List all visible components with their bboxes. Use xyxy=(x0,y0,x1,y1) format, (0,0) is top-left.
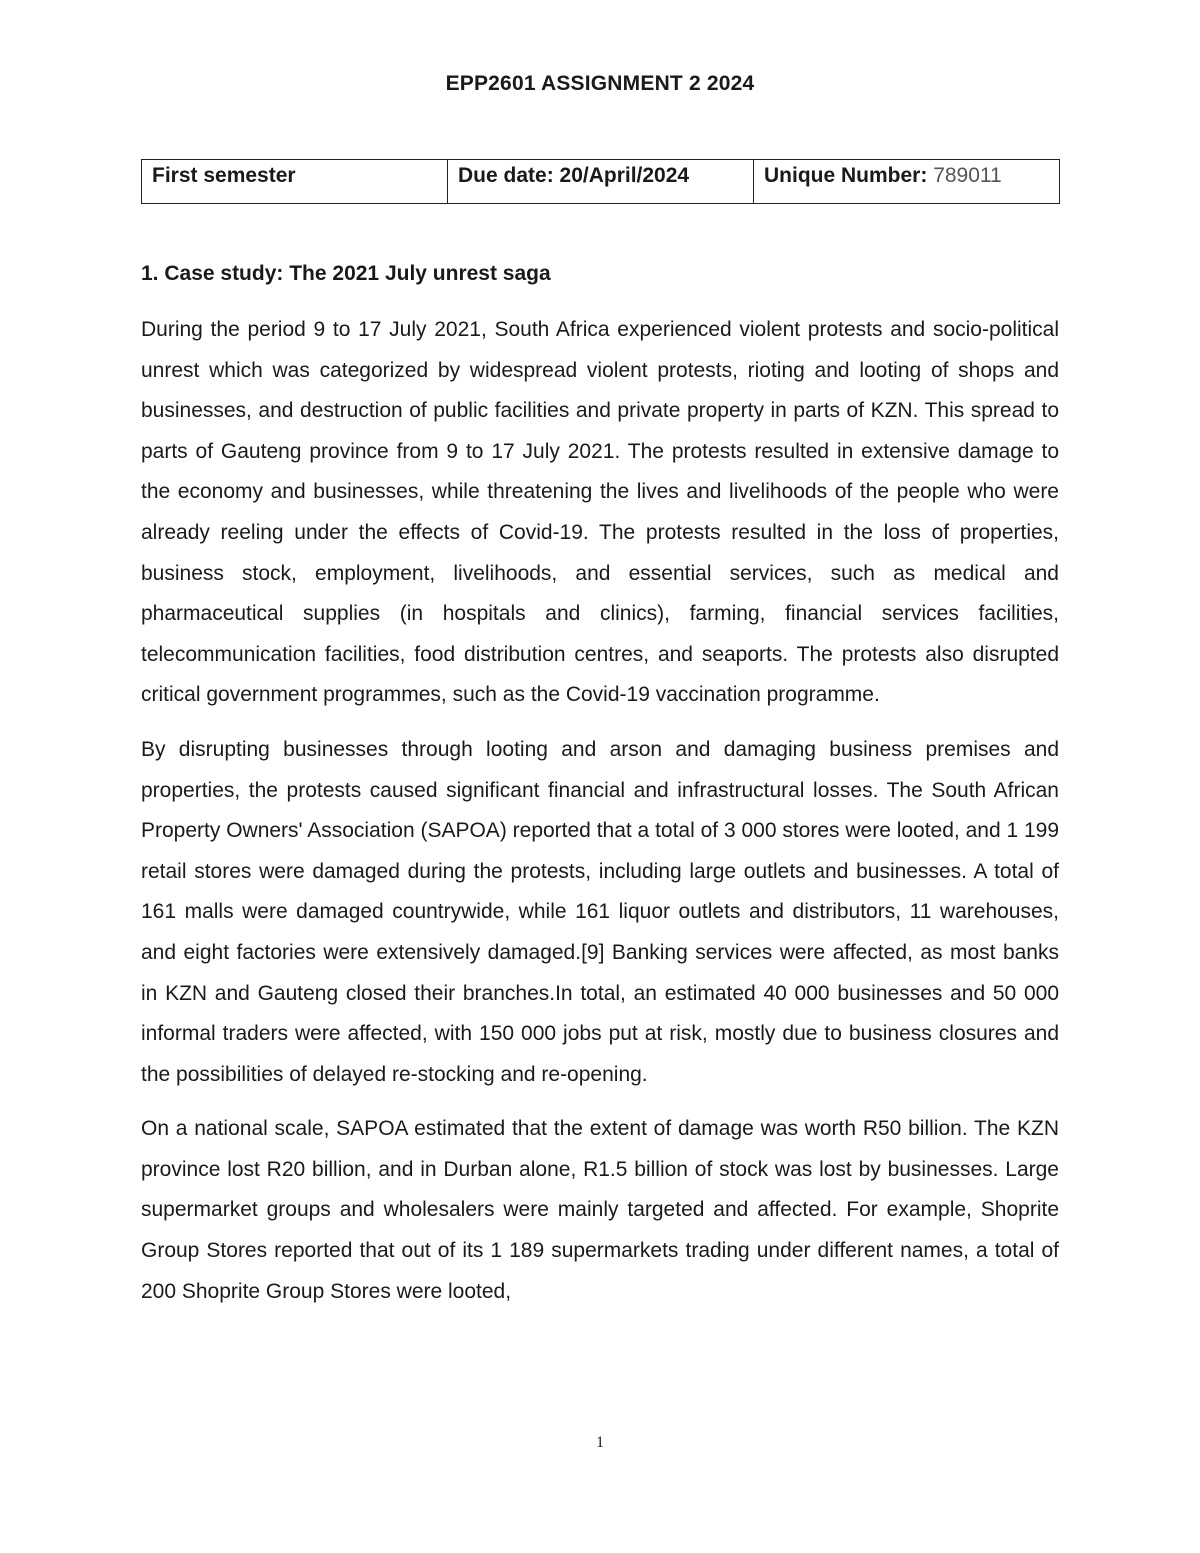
due-date-label: Due date xyxy=(458,164,547,187)
unique-number-value: 789011 xyxy=(933,164,1002,187)
page-number: 1 xyxy=(596,1434,604,1451)
due-date-cell: Due date: 20/April/2024 xyxy=(448,160,754,204)
body-text xyxy=(141,310,1059,1326)
info-table-row xyxy=(142,160,1060,204)
unique-number-label: Unique Number: xyxy=(764,164,928,187)
paragraph-2: By disrupting businesses through looting and arson and damaging business premises and properties, the protests caused significant financial and infrastructural losses. The South African Property Owners' Association (SAPOA) reported that a total of 3 000 stores were looted, and 1 199 retail stores were damaged during the protests, including large outlets and businesses. A total of 161 malls were damaged countrywide, while 161 liquor outlets and distributors, 11 warehouses, and eight factories were extensively damaged.[9] Banking services were affected, as most banks in KZN and Gauteng closed their branches.In total, an estimated 40 000 businesses and 50 000 informal traders were affected, with 150 000 jobs put at risk, mostly due to business closures and the possibilities of delayed re-stocking and re-opening. xyxy=(141,737,1060,1086)
section-heading: 1. Case study: The 2021 July unrest saga xyxy=(141,262,551,285)
paragraph-1: During the period 9 to 17 July 2021, South Africa experienced violent protests and socio-political unrest which was categorized by widespread violent protests, rioting and looting of shops and businesses, and destruction of public facilities and private property in parts of KZN. This spread to parts of Gauteng province from 9 to 17 July 2021. The protests resulted in extensive damage to the economy and businesses, while threatening the lives and livelihoods of the people who were already reeling under the effects of Covid-19. The protests resulted in the loss of properties, business stock, employment, livelihoods, and essential services, such as medical and pharmaceutical supplies (in hospitals and clinics), farming, financial services facilities, telecommunication facilities, food distribution centres, and seaports. The protests also disrupted critical government programmes, such as the Covid-19 vaccination programme. xyxy=(141,318,1059,707)
paragraph-3: On a national scale, SAPOA estimated that the extent of damage was worth R50 billion. The KZN province lost R20 billion, and in Durban alone, R1.5 billion of stock was lost by businesses. Large supermarket groups and wholesalers were mainly targeted and affected. For example, Shoprite Group Stores reported that out of its 1 189 supermarkets trading under different names, a total of 200 Shoprite Group Stores were looted, xyxy=(141,1117,1059,1303)
assignment-info-table xyxy=(141,159,1060,204)
document-title: EPP2601 ASSIGNMENT 2 2024 xyxy=(445,72,755,95)
due-date-value: 20/April/2024 xyxy=(559,164,690,187)
semester-label: First semester xyxy=(152,164,296,187)
unique-number-cell xyxy=(754,160,1060,204)
semester-cell xyxy=(142,160,448,204)
